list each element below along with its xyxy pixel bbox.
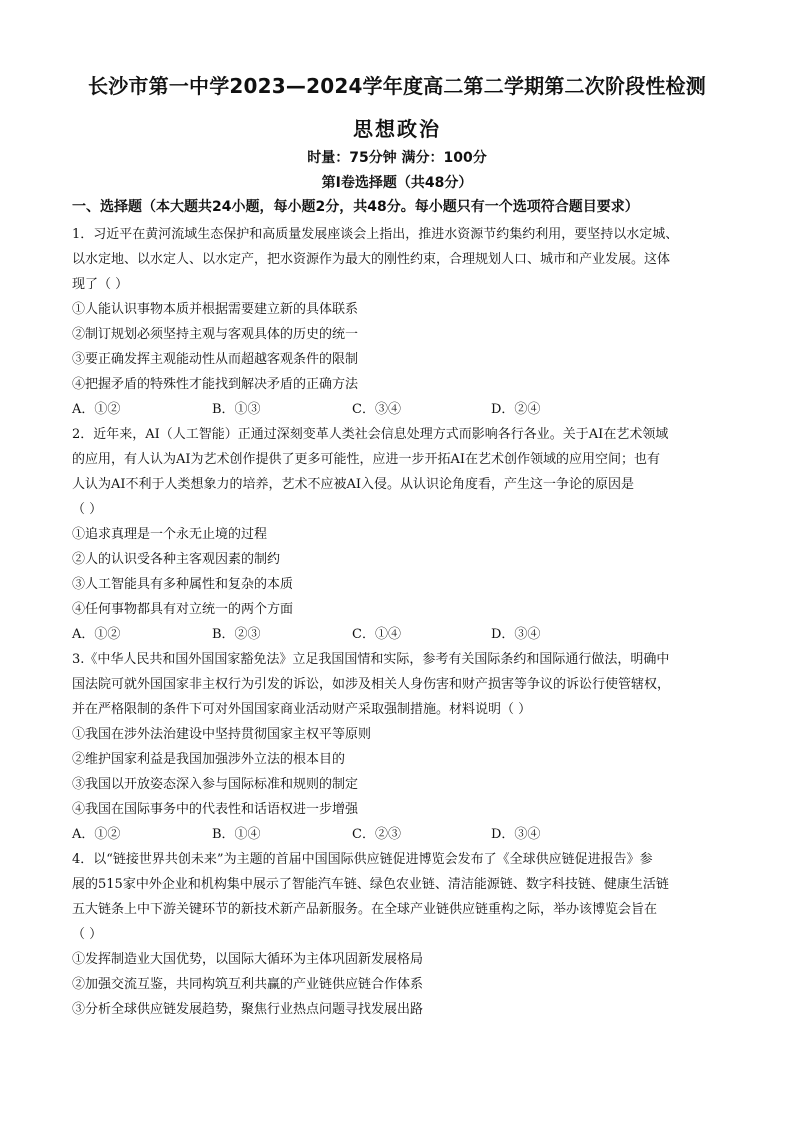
q3-stem-line: 并在严格限制的条件下可对外国国家商业活动财产采取强制措施。材料说明（ ）	[72, 702, 532, 717]
subject-title: 思想政治	[353, 117, 441, 141]
q4-stem-line: 五大链条上中下游关键环节的新技术新产品新服务。在全球产业链供应链重构之际，举办该博览会旨在	[72, 902, 658, 917]
q2-options	[72, 623, 572, 643]
q1-stem-line: 以水定地、以水定人、以水定产，把水资源作为最大的刚性约束，合理规划人口、城市和产业发展。这体	[72, 252, 671, 267]
option-b: B．①③	[212, 402, 261, 417]
exam-title: 长沙市第一中学2023—2024学年度高二第二学期第二次阶段性检测	[88, 74, 706, 98]
q1-item: ④把握矛盾的特殊性才能找到解决矛盾的正确方法	[72, 377, 359, 392]
q4-item: ②加强交流互鉴，共同构筑互利共赢的产业链供应链合作体系	[72, 977, 424, 992]
q4-item: ③分析全球供应链发展趋势，聚焦行业热点问题寻找发展出路	[72, 1002, 424, 1017]
q1-options	[72, 398, 572, 418]
option-d: D．②④	[491, 402, 541, 417]
option-a: A．①②	[72, 827, 121, 842]
q3-item: ②维护国家利益是我国加强涉外立法的根本目的	[72, 752, 346, 767]
q1-item: ①人能认识事物本质并根据需要建立新的具体联系	[72, 302, 359, 317]
q2-stem-line: 2．近年来，AI（人工智能）正通过深刻变革人类社会信息处理方式而影响各行各业。关于AI在艺术领域	[72, 427, 669, 442]
q1-stem-line: 1．习近平在黄河流域生态保护和高质量发展座谈会上指出，推进水资源节约集约利用，要坚持以水定城、	[72, 227, 679, 242]
q2-item: ②人的认识受各种主客观因素的制约	[72, 552, 281, 567]
option-b: B．①④	[212, 827, 261, 842]
option-d: D．③④	[491, 627, 541, 642]
q2-stem-line: （ ）	[72, 502, 103, 517]
option-a: A．①②	[72, 402, 121, 417]
q3-stem-line: 3.《中华人民共和国外国国家豁免法》立足我国国情和实际，参考有关国际条约和国际通行做法，明确中	[72, 652, 670, 667]
q4-stem-line: 展的515家中外企业和机构集中展示了智能汽车链、绿色农业链、清洁能源链、数字科技链、健康生活链	[72, 877, 669, 892]
q3-stem-line: 国法院可就外国国家非主权行为引发的诉讼，如涉及相关人身伤害和财产损害等争议的诉讼行使管辖权，	[72, 677, 671, 692]
q3-item: ④我国在国际事务中的代表性和话语权进一步增强	[72, 802, 359, 817]
q2-item: ④任何事物都具有对立统一的两个方面	[72, 602, 294, 617]
q1-item: ②制订规划必须坚持主观与客观具体的历史的统一	[72, 327, 359, 342]
option-c: C．①④	[352, 627, 401, 642]
option-a: A．①②	[72, 627, 121, 642]
q4-item: ①发挥制造业大国优势，以国际大循环为主体巩固新发展格局	[72, 952, 424, 967]
option-c: C．②③	[352, 827, 401, 842]
q3-item: ③我国以开放姿态深入参与国际标准和规则的制定	[72, 777, 359, 792]
q3-item: ①我国在涉外法治建设中坚持贯彻国家主权平等原则	[72, 727, 372, 742]
exam-meta: 时量：75分钟 满分：100分	[307, 150, 487, 166]
q2-item: ③人工智能具有多种属性和复杂的本质	[72, 577, 294, 592]
q3-options	[72, 823, 572, 843]
q2-stem-line: 的应用，有人认为AI为艺术创作提供了更多可能性，应进一步开拓AI在艺术创作领域的应用空间；也有	[72, 452, 661, 467]
option-b: B．②③	[212, 627, 261, 642]
option-d: D．③④	[491, 827, 541, 842]
section-heading: 一、选择题（本大题共24小题，每小题2分，共48分。每小题只有一个选项符合题目要求）	[72, 199, 639, 215]
q2-stem-line: 人认为AI不利于人类想象力的培养，艺术不应被AI入侵。从认识论角度看，产生这一争论的原因是	[72, 477, 635, 492]
q1-stem-line: 现了（ ）	[72, 277, 129, 292]
option-c: C．③④	[352, 402, 401, 417]
q2-item: ①追求真理是一个永无止境的过程	[72, 527, 268, 542]
q4-stem-line: （ ）	[72, 927, 103, 942]
q4-stem-line: 4．以“链接世界共创未来”为主题的首届中国国际供应链促进博览会发布了《全球供应链促进报告》参	[72, 852, 653, 867]
q1-item: ③要正确发挥主观能动性从而超越客观条件的限制	[72, 352, 359, 367]
part-title: 第Ⅰ卷选择题（共48分）	[321, 175, 473, 191]
